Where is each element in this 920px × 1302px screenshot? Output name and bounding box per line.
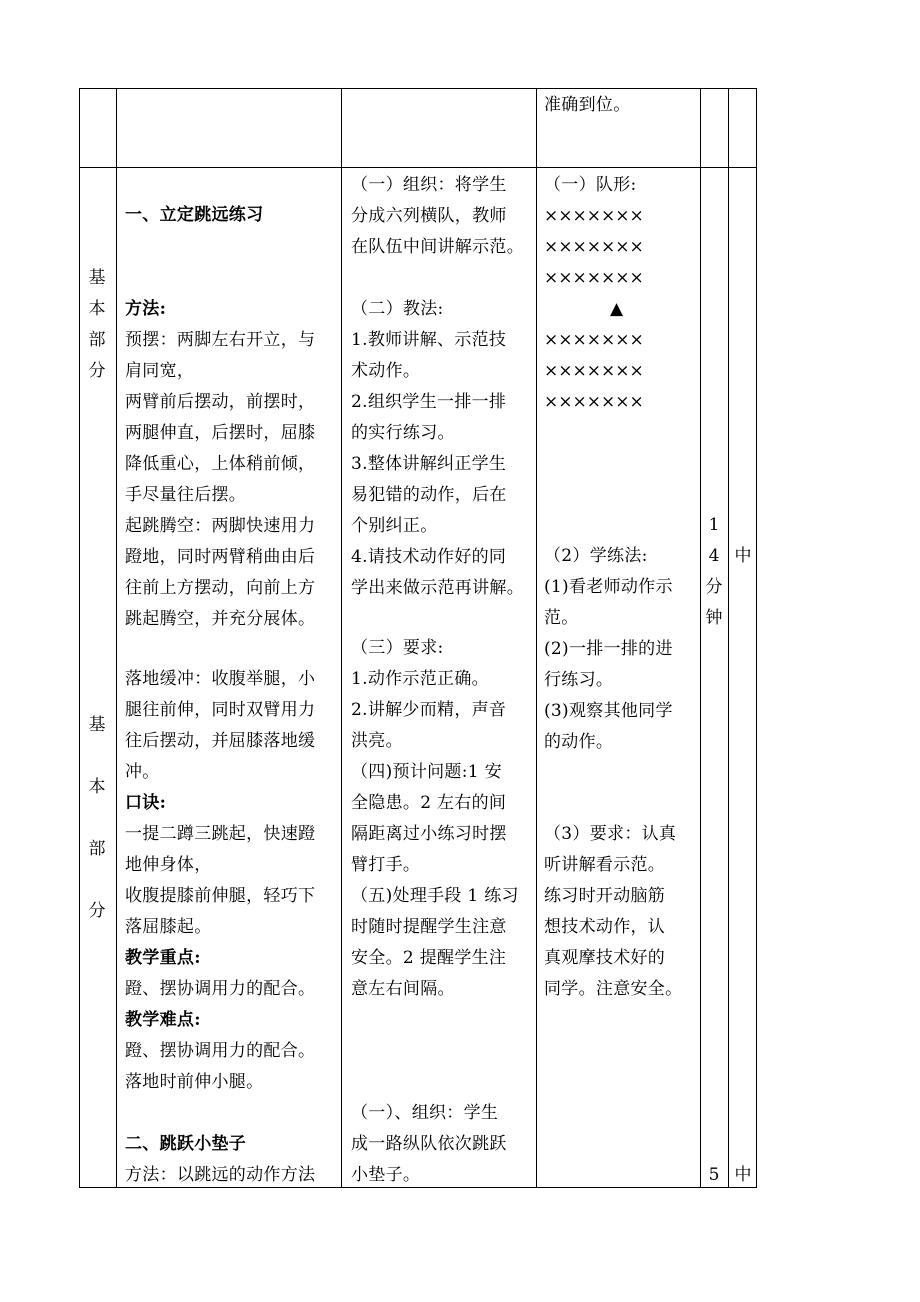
content-line: 成一路纵队依次跳跃: [351, 1134, 507, 1154]
content-line: 行练习。: [544, 670, 614, 690]
content-line: (3)观察其他同学: [544, 701, 673, 721]
content-line: 方法：以跳远的动作方法: [125, 1165, 316, 1185]
section-label-char: 分: [88, 901, 106, 921]
content-line: 臂打手。: [351, 855, 421, 875]
content-line: 降低重心，上体稍前倾，: [125, 454, 316, 474]
content-line: 的动作。: [544, 732, 614, 752]
content-line: 两腿伸直，后摆时，屈膝: [125, 423, 316, 443]
content-line: 手尽量往后摆。: [125, 485, 247, 505]
time-char: 4: [708, 546, 720, 566]
content-line: 练习时开动脑筋: [544, 886, 666, 906]
table-border-left: [79, 88, 80, 1188]
section-label-upper: [82, 263, 112, 387]
content-line: 腿往前伸，同时双臂用力: [125, 700, 316, 720]
content-line: 1.动作示范正确。: [351, 669, 489, 689]
content-line: 蹬地，同时两臂稍曲由后: [125, 547, 316, 567]
difficulty-text: 落地时前伸小腿。: [125, 1072, 264, 1092]
content-line: (2)一排一排的进: [544, 639, 673, 659]
section-label-char: 部: [88, 330, 106, 350]
time-char: 分: [705, 577, 723, 597]
intensity-cell-2: 中: [734, 1165, 752, 1185]
formation-label: （一）队形:: [544, 175, 637, 195]
key-point-text: 蹬、摆协调用力的配合。: [125, 979, 316, 999]
section-label-char: 本: [88, 777, 106, 797]
formation-row: ×××××××: [544, 361, 644, 381]
time-char: 钟: [705, 608, 723, 628]
formation-row: ×××××××: [544, 392, 644, 412]
difficulty-text: 蹬、摆协调用力的配合。: [125, 1041, 316, 1061]
formation-row: ×××××××: [544, 330, 644, 350]
content-line: 小垫子。: [351, 1165, 421, 1185]
section-label-char: 部: [88, 839, 106, 859]
koujue-label: 口诀:: [125, 793, 167, 813]
content-line: 易犯错的动作，后在: [351, 485, 507, 505]
content-line: （三）要求:: [351, 638, 444, 658]
content-line: 跳起腾空，并充分展体。: [125, 609, 316, 629]
content-line: 1.教师讲解、示范技: [351, 330, 507, 350]
content-line: 往前上方摆动，向前上方: [125, 578, 316, 598]
section-label-char: 本: [88, 299, 106, 319]
content-line: 想技术动作，认: [544, 917, 666, 937]
content-line: （四)预计问题:1 安: [351, 762, 502, 782]
content-line: 安全。2 提醒学生注: [351, 948, 507, 968]
content-line: 地伸身体，: [125, 855, 212, 875]
table-col-divider-5: [728, 88, 729, 1188]
table-col-divider-1: [116, 88, 117, 1188]
content-line: 意左右间隔。: [351, 979, 455, 999]
table-row-divider: [79, 167, 757, 168]
formation-row: ×××××××: [544, 206, 644, 226]
content-line: （一）、组织：学生: [351, 1103, 499, 1123]
time-cell-1: [699, 510, 729, 634]
content-line: (1)看老师动作示: [544, 577, 673, 597]
content-line: 冲。: [125, 762, 160, 782]
section-label-char: 基: [88, 715, 106, 735]
table-border-right: [756, 88, 757, 1188]
content-line: （3）要求：认真: [544, 824, 677, 844]
formation-row: ×××××××: [544, 237, 644, 257]
content-line: 范。: [544, 608, 579, 628]
content-line: 同学。注意安全。: [544, 979, 683, 999]
intensity-cell-1: 中: [734, 546, 752, 566]
content-line: 分成六列横队，教师: [351, 206, 507, 226]
time-char: 1: [708, 515, 720, 535]
table-border-top: [79, 88, 757, 89]
content-line: 3.整体讲解纠正学生: [351, 454, 507, 474]
content-line: 收腹提膝前伸腿，轻巧下: [125, 886, 316, 906]
content-line: 往后摆动，并屈膝落地缓: [125, 731, 316, 751]
content-line: 隔距离过小练习时摆: [351, 824, 507, 844]
content-line: 真观摩技术好的: [544, 948, 666, 968]
content-line: 的实行练习。: [351, 423, 455, 443]
content-line: 时随时提醒学生注意: [351, 917, 507, 937]
content-line: 术动作。: [351, 361, 421, 381]
key-point-label: 教学重点:: [125, 948, 201, 968]
section-label-char: 基: [88, 268, 106, 288]
table-col-divider-2: [341, 88, 342, 1188]
formation-row: ×××××××: [544, 268, 644, 288]
content-line: 4.请技术动作好的同: [351, 547, 507, 567]
teacher-marker-icon: ▲: [610, 299, 624, 319]
section-label-char: 分: [88, 361, 106, 381]
content-line: 全隐患。2 左右的间: [351, 793, 507, 813]
content-line: 落屈膝起。: [125, 917, 212, 937]
content-line: （一）组织：将学生: [351, 175, 507, 195]
top-row-col4-text: 准确到位。: [544, 95, 631, 115]
content-line: 两臂前后摆动，前摆时，: [125, 392, 316, 412]
content-line: 起跳腾空：两脚快速用力: [125, 516, 316, 536]
content-line: 个别纠正。: [351, 516, 438, 536]
content-line: 2.讲解少而精，声音: [351, 700, 507, 720]
content-line: 洪亮。: [351, 731, 403, 751]
content-line: 听讲解看示范。: [544, 855, 666, 875]
content-line: 预摆：两脚左右开立，与: [125, 330, 316, 350]
content-line: 一提二蹲三跳起，快速蹬: [125, 824, 316, 844]
table-col-divider-3: [536, 88, 537, 1188]
content-line: 学出来做示范再讲解。: [351, 578, 524, 598]
content-line: 落地缓冲：收腹举腿，小: [125, 669, 316, 689]
section-label-lower: [82, 694, 112, 942]
content-line: （二）教法:: [351, 299, 444, 319]
method-label: 方法:: [125, 299, 167, 319]
content-line: 2.组织学生一排一排: [351, 392, 507, 412]
content-line: 肩同宽，: [125, 361, 195, 381]
heading-jump-mat: 二、跳跃小垫子: [125, 1134, 247, 1154]
content-line: 在队伍中间讲解示范。: [351, 237, 524, 257]
time-cell-2: 5: [708, 1165, 720, 1185]
heading-standing-long-jump: 一、立定跳远练习: [125, 205, 264, 225]
difficulty-label: 教学难点:: [125, 1010, 201, 1030]
table-col-divider-4: [700, 88, 701, 1188]
content-line: （五)处理手段 1 练习: [351, 886, 519, 906]
content-line: （2）学练法:: [544, 546, 648, 566]
